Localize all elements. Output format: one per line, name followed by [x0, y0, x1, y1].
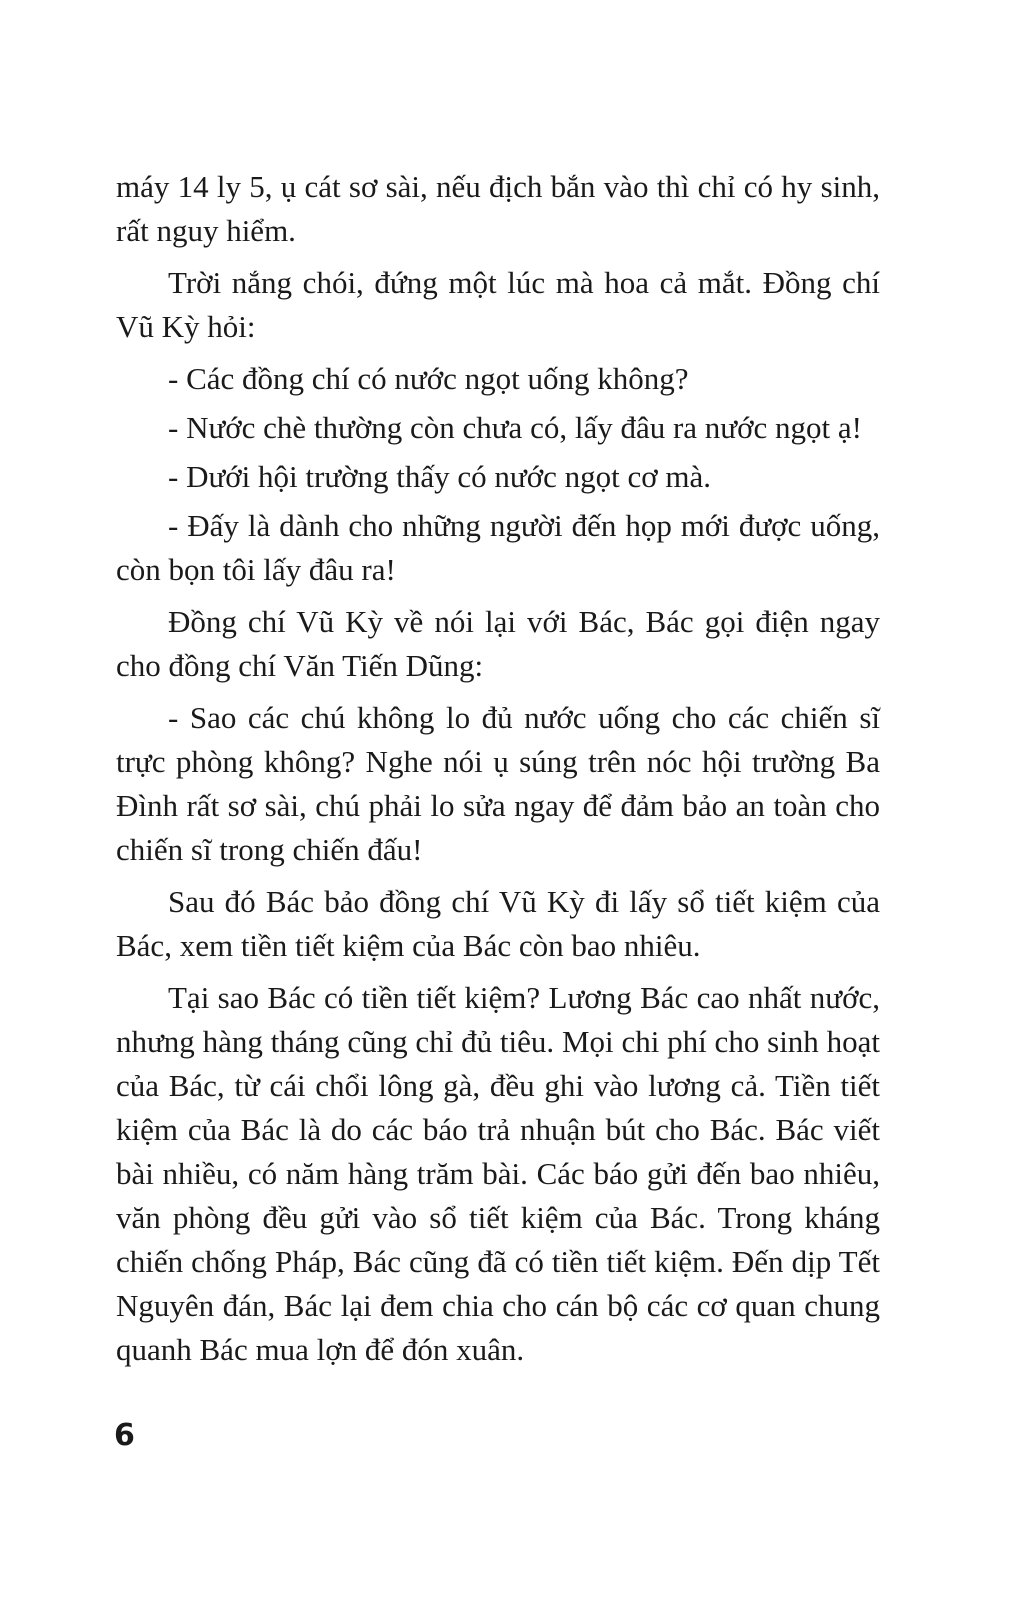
page-number: 6 — [114, 1418, 135, 1453]
dialogue-line: - Dưới hội trường thấy có nước ngọt cơ mà. — [168, 459, 711, 494]
paragraph: Trời nắng chói, đứng một lúc mà hoa cả mắt. Đồng chí Vũ Kỳ hỏi: — [116, 265, 880, 344]
dialogue-line: - Sao các chú không lo đủ nước uống cho các chiến sĩ trực phòng không? Nghe nói ụ súng trên nóc hội trường Ba Đình rất sơ sài, chú phải lo sửa ngay để đảm bảo an toàn cho chiến sĩ trong chiến đấu! — [116, 700, 880, 867]
paragraph: Đồng chí Vũ Kỳ về nói lại với Bác, Bác gọi điện ngay cho đồng chí Văn Tiến Dũng: — [116, 604, 880, 683]
dialogue-line: - Đấy là dành cho những người đến họp mới được uống, còn bọn tôi lấy đâu ra! — [116, 508, 880, 587]
body-text — [116, 165, 880, 1380]
paragraph-continuation: máy 14 ly 5, ụ cát sơ sài, nếu địch bắn vào thì chỉ có hy sinh, rất nguy hiểm. — [116, 169, 880, 248]
paragraph: Sau đó Bác bảo đồng chí Vũ Kỳ đi lấy sổ tiết kiệm của Bác, xem tiền tiết kiệm của Bác còn bao nhiêu. — [116, 884, 880, 963]
dialogue-line: - Các đồng chí có nước ngọt uống không? — [168, 361, 689, 396]
dialogue-line: - Nước chè thường còn chưa có, lấy đâu ra nước ngọt ạ! — [168, 410, 862, 445]
paragraph: Tại sao Bác có tiền tiết kiệm? Lương Bác cao nhất nước, nhưng hàng tháng cũng chỉ đủ tiêu. Mọi chi phí cho sinh hoạt của Bác, từ cái chổi lông gà, đều ghi vào lương cả. Tiền tiết kiệm của Bác là do các báo trả nhuận bút cho Bác. Bác viết bài nhiều, có năm hàng trăm bài. Các báo gửi đến bao nhiêu, văn phòng đều gửi vào sổ tiết kiệm của Bác. Trong kháng chiến chống Pháp, Bác cũng đã có tiền tiết kiệm. Đến dịp Tết Nguyên đán, Bác lại đem chia cho cán bộ các cơ quan chung quanh Bác mua lợn để đón xuân. — [116, 980, 880, 1367]
